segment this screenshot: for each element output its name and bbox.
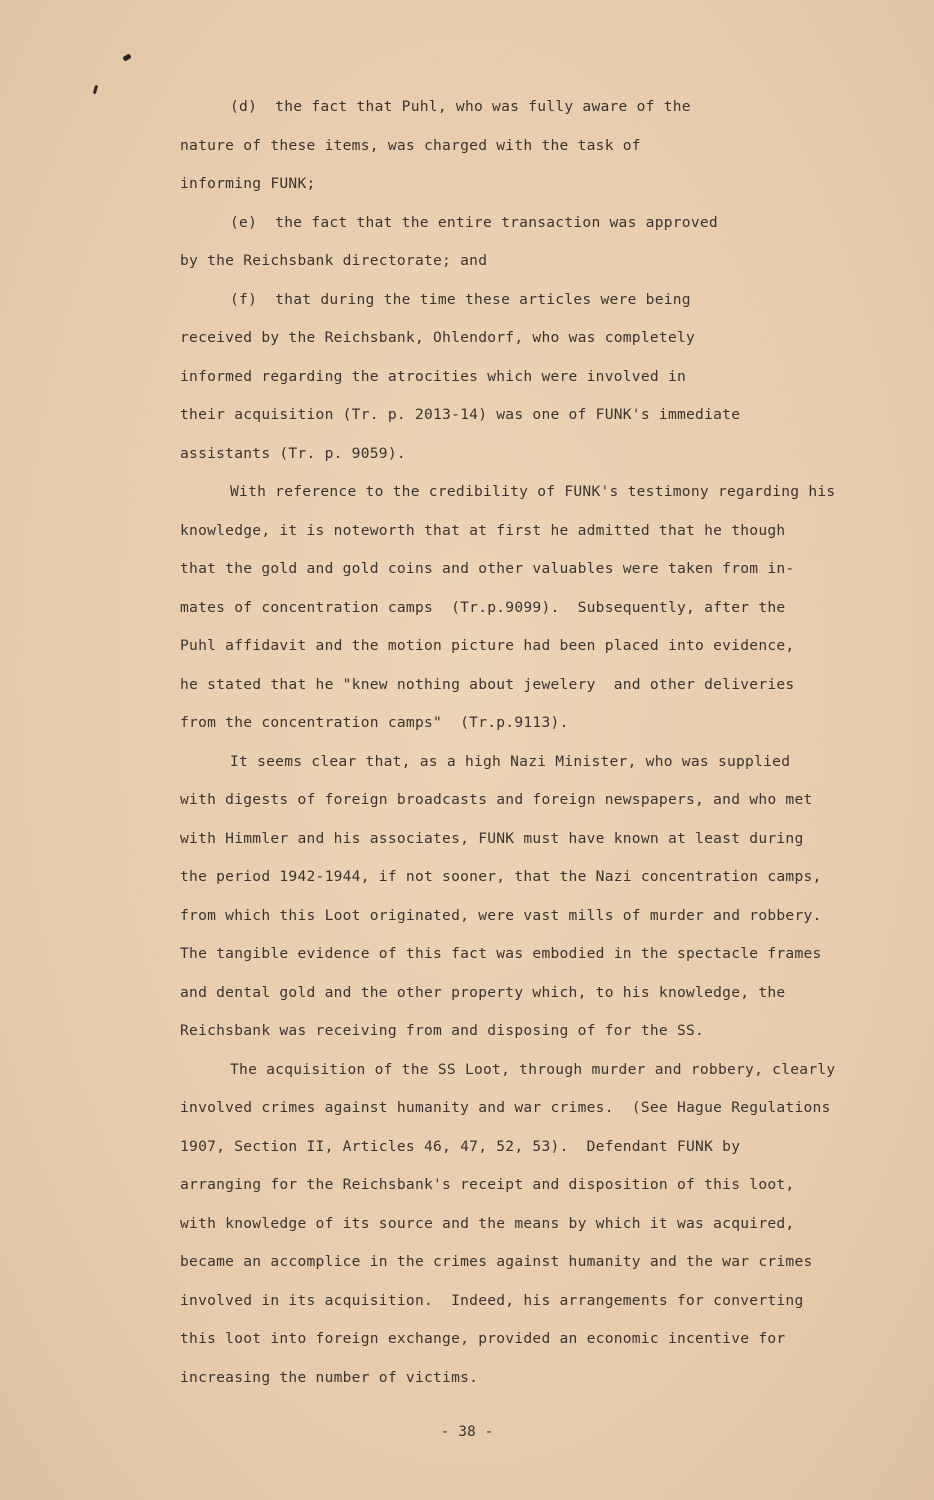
text-line: It seems clear that, as a high Nazi Minister, who was supplied (230, 752, 791, 770)
text-line: became an accomplice in the crimes against humanity and the war crimes (180, 1253, 813, 1270)
text-line: Puhl affidavit and the motion picture had been placed into evidence, (180, 637, 795, 654)
text-line: knowledge, it is noteworth that at first he admitted that he though (180, 521, 786, 539)
text-line: informed regarding the atrocities which were involved in (180, 367, 687, 385)
body-text (180, 94, 880, 1403)
text-line: and dental gold and the other property which, to his knowledge, the (180, 983, 786, 1001)
text-line: Reichsbank was receiving from and disposing of for the SS. (180, 1022, 705, 1039)
page-number: - 38 - (440, 1423, 494, 1440)
text-line: With reference to the credibility of FUNK's testimony regarding his (230, 483, 836, 500)
ink-mark (93, 85, 98, 94)
text-line: The tangible evidence of this fact was embodied in the spectacle frames (180, 945, 822, 962)
text-line: with digests of foreign broadcasts and foreign newspapers, and who met (180, 791, 813, 808)
ink-mark (122, 53, 131, 61)
text-line: (e) the fact that the entire transaction was approved (230, 213, 718, 231)
text-line: their acquisition (Tr. p. 2013-14) was one of FUNK's immediate (180, 406, 741, 423)
text-line: from the concentration camps" (Tr.p.9113). (180, 714, 569, 731)
text-line: nature of these items, was charged with the task of (180, 136, 641, 154)
text-line: with Himmler and his associates, FUNK must have known at least during (180, 829, 804, 847)
text-line: increasing the number of victims. (180, 1368, 479, 1386)
text-line: 1907, Section II, Articles 46, 47, 52, 53). Defendant FUNK by (180, 1137, 741, 1155)
text-line: (d) the fact that Puhl, who was fully aware of the (230, 98, 691, 115)
text-line: assistants (Tr. p. 9059). (180, 444, 406, 462)
text-line: arranging for the Reichsbank's receipt and disposition of this loot, (180, 1176, 795, 1193)
text-line: this loot into foreign exchange, provided an economic incentive for (180, 1330, 786, 1347)
text-line: the period 1942-1944, if not sooner, that the Nazi concentration camps, (180, 868, 822, 885)
text-line: from which this Loot originated, were vast mills of murder and robbery. (180, 906, 822, 924)
text-line: informing FUNK; (180, 175, 316, 192)
text-line: (f) that during the time these articles were being (230, 290, 691, 308)
text-line: he stated that he "knew nothing about jewelery and other deliveries (180, 675, 795, 693)
text-line: that the gold and gold coins and other valuables were taken from in- (180, 560, 795, 577)
text-line: by the Reichsbank directorate; and (180, 252, 488, 269)
text-line: involved crimes against humanity and war crimes. (See Hague Regulations (180, 1099, 831, 1116)
text-line: The acquisition of the SS Loot, through murder and robbery, clearly (230, 1060, 836, 1078)
text-line: mates of concentration camps (Tr.p.9099). Subsequently, after the (180, 598, 786, 616)
text-line: involved in its acquisition. Indeed, his arrangements for converting (180, 1291, 804, 1309)
text-line: with knowledge of its source and the means by which it was acquired, (180, 1214, 795, 1232)
text-line: received by the Reichsbank, Ohlendorf, who was completely (180, 329, 696, 346)
